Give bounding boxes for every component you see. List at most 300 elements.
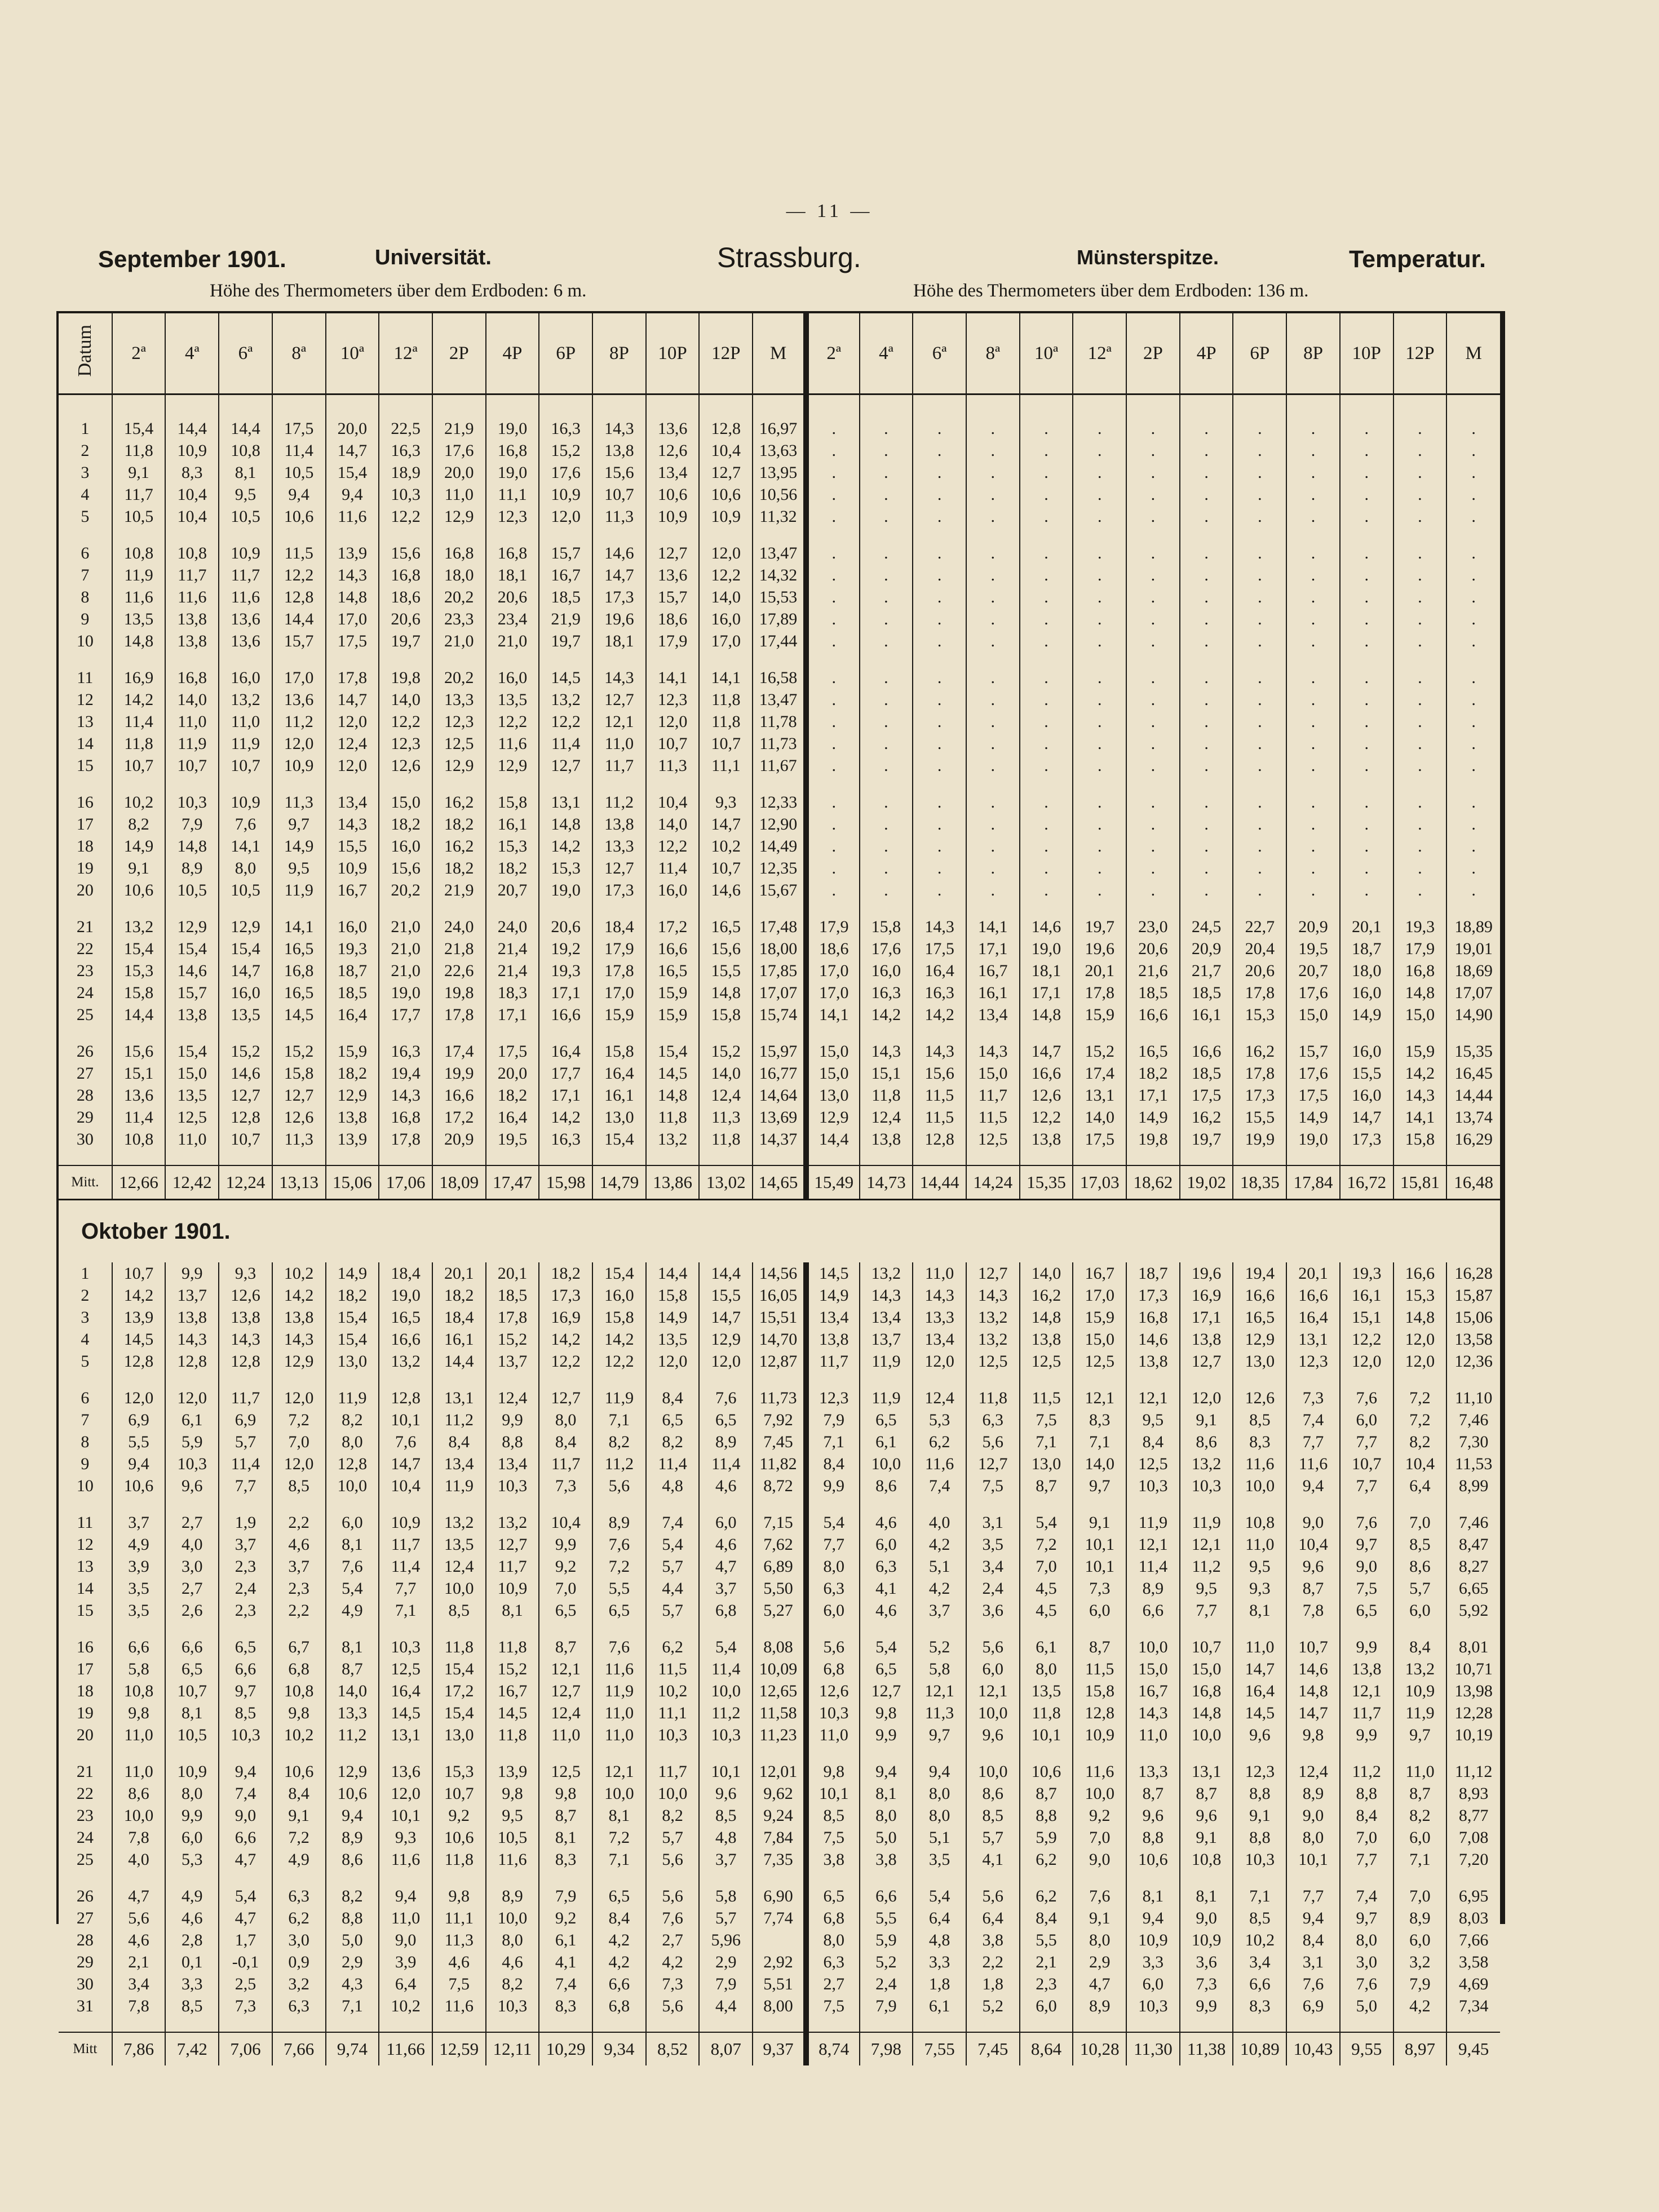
- cell-muenster: 12,3: [1286, 1350, 1340, 1372]
- cell-universitaet: 6,6: [112, 1636, 166, 1658]
- cell-muenster: .: [1126, 440, 1180, 462]
- cell-muenster: .: [860, 440, 913, 462]
- cell-universitaet: 13,4: [486, 1453, 539, 1475]
- cell-muenster: 20,6: [1233, 960, 1286, 982]
- cell-universitaet: 11,58: [753, 1702, 806, 1724]
- cell-universitaet: 8,08: [753, 1636, 806, 1658]
- cell-muenster: 8,3: [1233, 1995, 1286, 2017]
- cell-muenster: 14,3: [860, 1040, 913, 1062]
- cell-universitaet: 18,1: [592, 630, 646, 652]
- cell-universitaet: 13,47: [753, 689, 806, 711]
- cell-universitaet: 13,2: [112, 916, 166, 938]
- cell-muenster: 3,1: [966, 1511, 1020, 1533]
- cell-universitaet: 15,8: [486, 791, 539, 813]
- cell-muenster: 10,4: [1286, 1533, 1340, 1555]
- cell-universitaet: 12,6: [646, 440, 700, 462]
- cell-muenster: 7,2: [1393, 1409, 1447, 1431]
- cell-muenster: .: [1126, 689, 1180, 711]
- cell-universitaet: 3,5: [112, 1577, 166, 1599]
- cell-universitaet: 5,51: [753, 1973, 806, 1995]
- cell-muenster: 8,0: [913, 1805, 966, 1827]
- column-header-muenster-9: 8P: [1286, 313, 1340, 394]
- cell-universitaet: 5,5: [592, 1577, 646, 1599]
- cell-universitaet: 18,2: [326, 1284, 379, 1306]
- cell-universitaet: 12,2: [539, 1350, 592, 1372]
- table-row: [59, 1577, 1500, 1599]
- cell-muenster: 4,7: [1073, 1973, 1126, 1995]
- cell-universitaet: 19,2: [539, 938, 592, 960]
- cell-universitaet: 16,1: [592, 1084, 646, 1106]
- cell-universitaet: 8,1: [486, 1599, 539, 1621]
- cell-universitaet: 3,7: [699, 1577, 753, 1599]
- cell-universitaet: 14,6: [165, 960, 219, 982]
- cell-universitaet: 8,7: [539, 1636, 592, 1658]
- cell-universitaet: 14,5: [379, 1702, 432, 1724]
- column-header-universitaet-4: 10ª: [326, 313, 379, 394]
- cell-universitaet: 3,0: [165, 1555, 219, 1577]
- cell-universitaet: 14,5: [646, 1062, 700, 1084]
- cell-muenster: 15,1: [860, 1062, 913, 1084]
- cell-muenster: .: [1020, 542, 1073, 564]
- cell-universitaet: 8,5: [165, 1995, 219, 2017]
- cell-universitaet: 21,0: [379, 960, 432, 982]
- cell-universitaet: 11,8: [699, 1128, 753, 1150]
- cell-muenster: .: [1340, 630, 1393, 652]
- cell-muenster: 9,4: [913, 1761, 966, 1783]
- cell-universitaet: 4,2: [592, 1929, 646, 1951]
- cell-muenster: 16,28: [1446, 1262, 1500, 1284]
- cell-universitaet: 10,3: [486, 1475, 539, 1497]
- cell-universitaet: 11,3: [272, 1128, 326, 1150]
- cell-universitaet: 14,32: [753, 564, 806, 586]
- cell-muenster: 9,6: [966, 1724, 1020, 1746]
- cell-muenster: .: [1393, 857, 1447, 879]
- cell-muenster: 12,0: [1393, 1350, 1447, 1372]
- cell-universitaet: 13,2: [539, 689, 592, 711]
- cell-muenster: .: [1020, 689, 1073, 711]
- cell-muenster: 19,01: [1446, 938, 1500, 960]
- cell-universitaet: 13,7: [486, 1350, 539, 1372]
- cell-universitaet: 12,6: [272, 1106, 326, 1128]
- cell-universitaet: 17,9: [646, 630, 700, 652]
- cell-muenster: 19,4: [1233, 1262, 1286, 1284]
- cell-universitaet: 6,5: [539, 1599, 592, 1621]
- cell-muenster: 14,6: [1286, 1658, 1340, 1680]
- cell-muenster: 6,0: [1126, 1973, 1180, 1995]
- cell-universitaet: 12,35: [753, 857, 806, 879]
- cell-muenster: .: [860, 879, 913, 901]
- cell-muenster: 15,1: [1340, 1306, 1393, 1328]
- cell-muenster: 7,0: [1340, 1827, 1393, 1848]
- cell-universitaet: 16,0: [699, 608, 753, 630]
- cell-muenster: 9,6: [1233, 1724, 1286, 1746]
- city-title: Strassburg.: [717, 242, 861, 273]
- cell-muenster: 12,8: [913, 1128, 966, 1150]
- cell-muenster: 9,4: [860, 1761, 913, 1783]
- cell-muenster: 8,4: [806, 1453, 860, 1475]
- cell-muenster: 8,9: [1286, 1783, 1340, 1805]
- cell-muenster: 10,0: [966, 1761, 1020, 1783]
- cell-universitaet: 12,42: [165, 1165, 219, 1200]
- cell-muenster: .: [913, 879, 966, 901]
- day-label: 30: [76, 1974, 94, 1993]
- column-header-universitaet-9: 8P: [592, 313, 646, 394]
- cell-muenster: .: [1073, 484, 1126, 506]
- cell-universitaet: 8,2: [112, 813, 166, 835]
- table-row: [59, 1533, 1500, 1555]
- cell-muenster: .: [1126, 733, 1180, 755]
- cell-universitaet: 8,0: [165, 1783, 219, 1805]
- cell-muenster: 19,7: [1180, 1128, 1233, 1150]
- cell-universitaet: 6,6: [219, 1658, 272, 1680]
- cell-universitaet: 11,67: [753, 755, 806, 777]
- cell-universitaet: 16,5: [272, 938, 326, 960]
- cell-muenster: 17,3: [1126, 1284, 1180, 1306]
- cell-muenster: 13,58: [1446, 1328, 1500, 1350]
- cell-universitaet: 7,6: [326, 1555, 379, 1577]
- cell-universitaet: 12,7: [592, 857, 646, 879]
- cell-universitaet: 12,0: [699, 542, 753, 564]
- cell-muenster: 8,64: [1020, 2032, 1073, 2065]
- cell-muenster: .: [1446, 608, 1500, 630]
- cell-universitaet: 12,9: [432, 506, 486, 527]
- cell-universitaet: 12,8: [219, 1350, 272, 1372]
- cell-muenster: .: [913, 462, 966, 484]
- cell-universitaet: 8,2: [326, 1409, 379, 1431]
- table-row: [59, 1702, 1500, 1724]
- cell-universitaet: 16,4: [379, 1680, 432, 1702]
- cell-muenster: 11,8: [860, 1084, 913, 1106]
- cell-muenster: .: [1286, 564, 1340, 586]
- cell-muenster: .: [1340, 857, 1393, 879]
- cell-muenster: 8,27: [1446, 1555, 1500, 1577]
- cell-muenster: 20,6: [1126, 938, 1180, 960]
- cell-muenster: 8,4: [1286, 1929, 1340, 1951]
- table-row: [59, 733, 1500, 755]
- cell-universitaet: 17,0: [592, 982, 646, 1004]
- cell-universitaet: 10,3: [646, 1724, 700, 1746]
- cell-universitaet: 10,6: [112, 879, 166, 901]
- cell-muenster: 9,9: [806, 1475, 860, 1497]
- month-title-oktober: Oktober 1901.: [59, 1200, 1500, 1263]
- cell-muenster: .: [1180, 586, 1233, 608]
- cell-universitaet: 21,9: [432, 418, 486, 440]
- cell-universitaet: 12,2: [592, 1350, 646, 1372]
- cell-muenster: 9,7: [1073, 1475, 1126, 1497]
- cell-universitaet: 12,4: [699, 1084, 753, 1106]
- cell-muenster: 13,8: [1126, 1350, 1180, 1372]
- day-label: 7: [81, 1410, 90, 1429]
- cell-universitaet: 8,3: [165, 462, 219, 484]
- cell-universitaet: 7,92: [753, 1409, 806, 1431]
- table-row: [59, 1995, 1500, 2017]
- cell-muenster: 5,4: [860, 1636, 913, 1658]
- cell-muenster: 6,5: [860, 1409, 913, 1431]
- cell-muenster: 9,2: [1073, 1805, 1126, 1827]
- cell-universitaet: 13,5: [165, 1084, 219, 1106]
- cell-universitaet: 11,0: [112, 1724, 166, 1746]
- cell-muenster: 9,8: [806, 1761, 860, 1783]
- cell-muenster: 10,0: [1233, 1475, 1286, 1497]
- cell-universitaet: 13,6: [272, 689, 326, 711]
- cell-universitaet: 2,2: [272, 1511, 326, 1533]
- cell-muenster: .: [1073, 462, 1126, 484]
- cell-muenster: 14,90: [1446, 1004, 1500, 1026]
- cell-muenster: 8,0: [806, 1555, 860, 1577]
- cell-universitaet: 4,4: [646, 1577, 700, 1599]
- cell-muenster: 11,53: [1446, 1453, 1500, 1475]
- cell-muenster: 6,4: [1393, 1475, 1447, 1497]
- day-label: 3: [81, 1307, 90, 1327]
- cell-universitaet: 11,73: [753, 733, 806, 755]
- cell-muenster: 4,5: [1020, 1599, 1073, 1621]
- cell-universitaet: 13,4: [646, 462, 700, 484]
- cell-muenster: 13,98: [1446, 1680, 1500, 1702]
- cell-muenster: 10,9: [1180, 1929, 1233, 1951]
- cell-muenster: 8,01: [1446, 1636, 1500, 1658]
- cell-muenster: 8,7: [1180, 1783, 1233, 1805]
- cell-muenster: 3,4: [966, 1555, 1020, 1577]
- cell-universitaet: 10,2: [272, 1262, 326, 1284]
- spacer-row: [59, 1746, 1500, 1761]
- cell-muenster: 21,6: [1126, 960, 1180, 982]
- cell-universitaet: 9,37: [753, 2032, 806, 2065]
- cell-muenster: 8,5: [1393, 1533, 1447, 1555]
- cell-universitaet: 4,8: [646, 1475, 700, 1497]
- cell-universitaet: 10,0: [592, 1783, 646, 1805]
- cell-muenster: 17,6: [1286, 1062, 1340, 1084]
- cell-muenster: .: [1020, 564, 1073, 586]
- cell-muenster: .: [966, 813, 1020, 835]
- cell-muenster: 15,9: [1073, 1306, 1126, 1328]
- cell-muenster: .: [1340, 879, 1393, 901]
- cell-muenster: .: [1393, 879, 1447, 901]
- cell-universitaet: 10,3: [379, 1636, 432, 1658]
- day-label: 12: [76, 690, 94, 709]
- cell-universitaet: 14,8: [165, 835, 219, 857]
- cell-muenster: .: [1073, 791, 1126, 813]
- cell-muenster: 13,8: [806, 1328, 860, 1350]
- cell-muenster: 8,1: [1126, 1885, 1180, 1907]
- cell-muenster: .: [1020, 835, 1073, 857]
- cell-universitaet: 15,5: [699, 960, 753, 982]
- cell-universitaet: 21,4: [486, 938, 539, 960]
- cell-universitaet: 5,7: [646, 1555, 700, 1577]
- cell-universitaet: 18,6: [646, 608, 700, 630]
- cell-universitaet: 15,98: [539, 1165, 592, 1200]
- cell-universitaet: 9,3: [379, 1827, 432, 1848]
- cell-muenster: .: [860, 542, 913, 564]
- cell-muenster: 15,2: [1073, 1040, 1126, 1062]
- cell-universitaet: 5,96: [699, 1929, 753, 1951]
- cell-muenster: 3,5: [966, 1533, 1020, 1555]
- cell-universitaet: 6,3: [272, 1885, 326, 1907]
- table-row: [59, 1475, 1500, 1497]
- cell-universitaet: 21,0: [486, 630, 539, 652]
- cell-universitaet: 3,4: [112, 1973, 166, 1995]
- cell-muenster: 17,1: [1126, 1084, 1180, 1106]
- cell-muenster: .: [1126, 542, 1180, 564]
- cell-muenster: 16,9: [1180, 1284, 1233, 1306]
- cell-universitaet: 12,6: [379, 755, 432, 777]
- cell-muenster: .: [1286, 733, 1340, 755]
- cell-universitaet: 12,2: [272, 564, 326, 586]
- cell-muenster: 16,3: [913, 982, 966, 1004]
- cell-universitaet: 3,9: [112, 1555, 166, 1577]
- cell-universitaet: 12,2: [486, 711, 539, 733]
- cell-muenster: 5,6: [966, 1885, 1020, 1907]
- table-row: [59, 1040, 1500, 1062]
- cell-universitaet: 12,0: [272, 733, 326, 755]
- cell-universitaet: 11,8: [699, 689, 753, 711]
- cell-universitaet: 15,4: [219, 938, 272, 960]
- cell-universitaet: 12,0: [326, 711, 379, 733]
- cell-universitaet: 10,7: [112, 1262, 166, 1284]
- cell-universitaet: 13,2: [432, 1511, 486, 1533]
- cell-universitaet: 11,6: [379, 1848, 432, 1870]
- cell-muenster: 15,0: [1393, 1004, 1447, 1026]
- cell-universitaet: 7,7: [219, 1475, 272, 1497]
- cell-muenster: 8,3: [1073, 1409, 1126, 1431]
- cell-universitaet: 17,2: [432, 1680, 486, 1702]
- cell-universitaet: 14,9: [646, 1306, 700, 1328]
- cell-muenster: .: [1020, 462, 1073, 484]
- cell-universitaet: 11,8: [112, 733, 166, 755]
- cell-universitaet: 14,3: [272, 1328, 326, 1350]
- cell-muenster: 9,5: [1126, 1409, 1180, 1431]
- cell-muenster: 3,7: [913, 1599, 966, 1621]
- cell-universitaet: 8,8: [326, 1907, 379, 1929]
- cell-muenster: 6,1: [913, 1995, 966, 2017]
- table-row: [59, 879, 1500, 901]
- cell-universitaet: 14,1: [699, 667, 753, 689]
- cell-universitaet: 19,3: [326, 938, 379, 960]
- cell-universitaet: 9,5: [272, 857, 326, 879]
- cell-muenster: 12,7: [860, 1680, 913, 1702]
- cell-universitaet: 14,1: [219, 835, 272, 857]
- cell-universitaet: 16,58: [753, 667, 806, 689]
- cell-muenster: 16,7: [1073, 1262, 1126, 1284]
- cell-universitaet: 10,6: [432, 1827, 486, 1848]
- cell-muenster: .: [1446, 586, 1500, 608]
- cell-muenster: 16,7: [1126, 1680, 1180, 1702]
- cell-universitaet: 16,3: [379, 440, 432, 462]
- cell-universitaet: 13,69: [753, 1106, 806, 1128]
- cell-universitaet: 15,51: [753, 1306, 806, 1328]
- cell-muenster: 11,7: [1340, 1702, 1393, 1724]
- spacer-row: [59, 1870, 1500, 1885]
- cell-muenster: .: [1446, 857, 1500, 879]
- column-header-universitaet-10: 10P: [646, 313, 700, 394]
- day-label: 28: [76, 1085, 94, 1105]
- cell-muenster: 14,3: [1126, 1702, 1180, 1724]
- cell-muenster: .: [860, 711, 913, 733]
- cell-muenster: 8,8: [1340, 1783, 1393, 1805]
- cell-muenster: 3,6: [966, 1599, 1020, 1621]
- cell-muenster: 14,1: [806, 1004, 860, 1026]
- cell-muenster: 6,3: [966, 1409, 1020, 1431]
- cell-muenster: 8,4: [1340, 1805, 1393, 1827]
- cell-muenster: 7,7: [1286, 1431, 1340, 1453]
- cell-muenster: .: [1020, 813, 1073, 835]
- cell-universitaet: 2,3: [272, 1577, 326, 1599]
- cell-universitaet: 11,82: [753, 1453, 806, 1475]
- cell-universitaet: 13,8: [165, 630, 219, 652]
- cell-muenster: 9,0: [1180, 1907, 1233, 1929]
- cell-muenster: 10,0: [860, 1453, 913, 1475]
- cell-universitaet: 19,7: [539, 630, 592, 652]
- cell-universitaet: 12,7: [539, 755, 592, 777]
- day-label: 23: [76, 1806, 94, 1825]
- cell-universitaet: 11,4: [699, 1658, 753, 1680]
- cell-muenster: 8,9: [1393, 1907, 1447, 1929]
- cell-universitaet: 15,6: [699, 938, 753, 960]
- station-universitaet: Universität.: [375, 246, 492, 269]
- cell-muenster: 5,9: [860, 1929, 913, 1951]
- cell-muenster: 18,62: [1126, 1165, 1180, 1200]
- cell-universitaet: 6,0: [326, 1511, 379, 1533]
- cell-muenster: 15,0: [1073, 1328, 1126, 1350]
- cell-universitaet: 11,2: [699, 1702, 753, 1724]
- cell-universitaet: 8,1: [219, 462, 272, 484]
- cell-universitaet: 11,2: [592, 1453, 646, 1475]
- cell-muenster: 18,6: [806, 938, 860, 960]
- cell-muenster: .: [966, 440, 1020, 462]
- cell-muenster: 4,8: [913, 1929, 966, 1951]
- cell-muenster: 12,0: [913, 1350, 966, 1372]
- cell-muenster: 17,3: [1233, 1084, 1286, 1106]
- cell-universitaet: 14,79: [592, 1165, 646, 1200]
- day-label: 4: [81, 485, 90, 504]
- cell-universitaet: 15,7: [165, 982, 219, 1004]
- cell-muenster: 6,0: [1393, 1599, 1447, 1621]
- cell-muenster: .: [1340, 586, 1393, 608]
- cell-muenster: 6,5: [860, 1658, 913, 1680]
- cell-muenster: 15,9: [1073, 1004, 1126, 1026]
- cell-universitaet: 9,9: [486, 1409, 539, 1431]
- table-row: [59, 1284, 1500, 1306]
- cell-muenster: .: [1180, 542, 1233, 564]
- column-header-muenster-0: 2ª: [806, 313, 860, 394]
- cell-universitaet: 17,48: [753, 916, 806, 938]
- cell-universitaet: 2,7: [646, 1929, 700, 1951]
- cell-muenster: .: [1233, 484, 1286, 506]
- cell-universitaet: 19,0: [486, 418, 539, 440]
- cell-muenster: .: [860, 462, 913, 484]
- cell-muenster: 15,06: [1446, 1306, 1500, 1328]
- cell-muenster: .: [1073, 813, 1126, 835]
- cell-muenster: .: [1393, 586, 1447, 608]
- cell-universitaet: 10,2: [112, 791, 166, 813]
- cell-muenster: 13,1: [1073, 1084, 1126, 1106]
- cell-universitaet: 10,7: [699, 857, 753, 879]
- cell-muenster: .: [1446, 418, 1500, 440]
- cell-universitaet: 13,2: [486, 1511, 539, 1533]
- cell-universitaet: 8,6: [326, 1848, 379, 1870]
- cell-muenster: 10,7: [1180, 1636, 1233, 1658]
- cell-universitaet: 14,2: [112, 1284, 166, 1306]
- cell-muenster: .: [913, 506, 966, 527]
- cell-muenster: .: [1393, 564, 1447, 586]
- cell-muenster: .: [913, 689, 966, 711]
- cell-muenster: .: [1073, 418, 1126, 440]
- cell-universitaet: 15,4: [326, 1328, 379, 1350]
- cell-universitaet: 18,6: [379, 586, 432, 608]
- cell-muenster: 16,4: [913, 960, 966, 982]
- cell-universitaet: 19,0: [486, 462, 539, 484]
- cell-muenster: .: [806, 630, 860, 652]
- cell-muenster: 13,74: [1446, 1106, 1500, 1128]
